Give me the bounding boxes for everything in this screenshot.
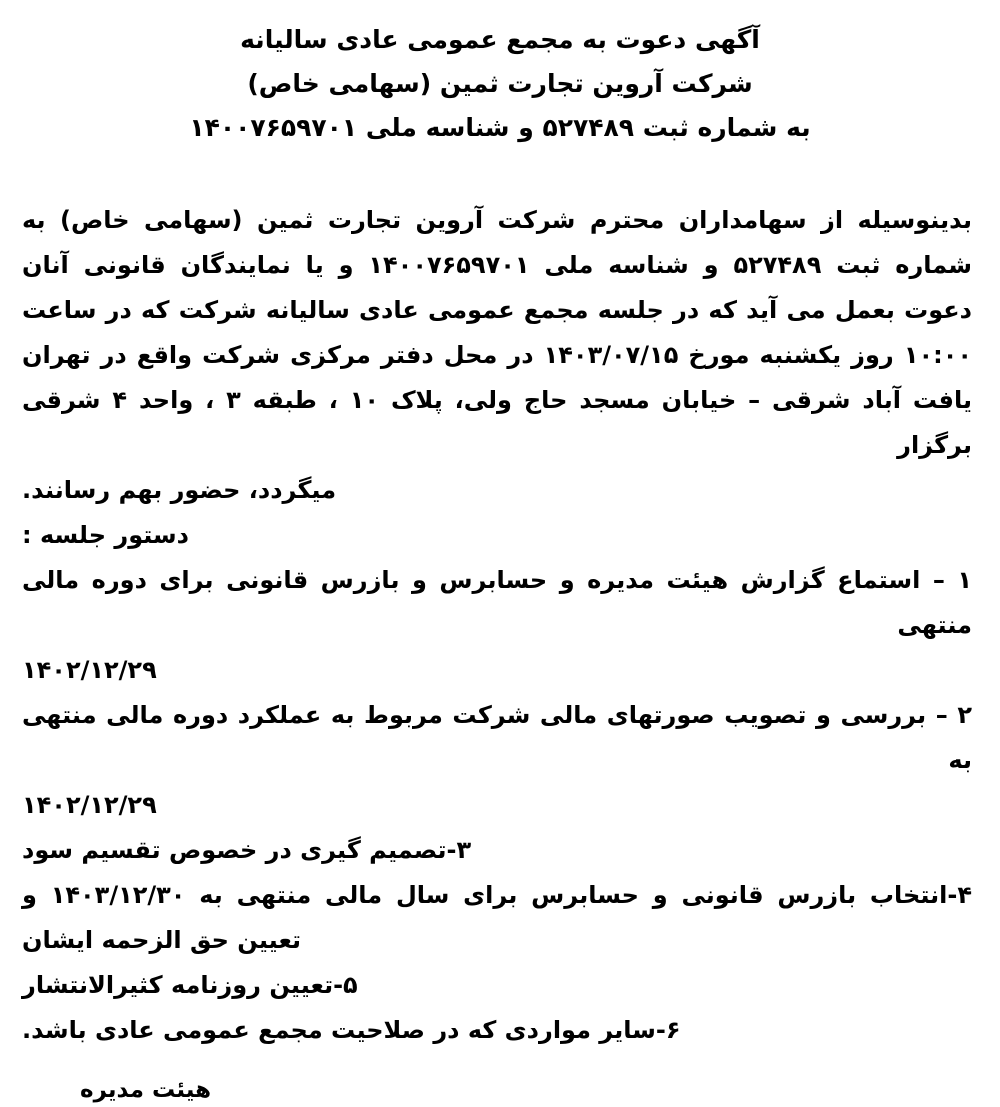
signature-board-of-directors: هیئت مدیره	[80, 1077, 212, 1103]
agenda-list-item	[0, 963, 1000, 1008]
agenda-item-1-date: ۱۴۰۲/۱۲/۲۹	[22, 656, 157, 684]
agenda-list	[0, 558, 1000, 1053]
agenda-item-5-text: ۵-تعیین روزنامه کثیرالانتشار	[22, 971, 358, 999]
agenda-list-item	[0, 693, 1000, 828]
agenda-item-6-text: ۶-سایر مواردی که در صلاحیت مجمع عمومی عادی باشد.	[22, 1016, 681, 1044]
header-title-line-1: آگهی دعوت به مجمع عمومی عادی سالیانه	[240, 25, 760, 54]
agenda-list-item	[0, 828, 1000, 873]
agenda-item-2-date: ۱۴۰۲/۱۲/۲۹	[22, 791, 157, 819]
agenda-list-item	[0, 873, 1000, 963]
signature-area	[0, 1073, 1000, 1107]
agenda-item-1-text: ۱ – استماع گزارش هیئت مدیره و حسابرس و بازرس قانونی برای دوره مالی منتهی	[22, 566, 972, 639]
invitation-paragraph: بدینوسیله از سهامداران محترم شرکت آروین تجارت ثمین (سهامی خاص) به شماره ثبت ۵۲۷۴۸۹ و شناسه ملی ۱۴۰۰۷۶۵۹۷۰۱ و یا نمایندگان قانونی آنان دعوت بعمل می آید که در جلسه مجمع عمومی عادی سالیانه شرکت که در ساعت ۱۰:۰۰ روز یکشنبه مورخ ۱۴۰۳/۰۷/۱۵ در محل دفتر مرکزی شرکت واقع در تهران یافت آباد شرقی – خیابان مسجد حاج ولی، پلاک ۱۰ ، طبقه ۳ ، واحد ۴ شرقی برگزار	[22, 206, 973, 459]
agenda-list-item	[0, 1008, 1000, 1053]
agenda-item-4-text: ۴-انتخاب بازرس قانونی و حسابرس برای سال مالی منتهی به ۱۴۰۳/۱۲/۳۰ و	[22, 881, 972, 909]
document-header	[0, 0, 1000, 150]
header-title-line-2: شرکت آروین تجارت ثمین (سهامی خاص)	[247, 69, 753, 98]
agenda-item-2-text: ۲ – بررسی و تصویب صورتهای مالی شرکت مربوط به عملکرد دوره مالی منتهی به	[22, 701, 972, 774]
invitation-closing-line: میگردد، حضور بهم رسانند.	[22, 476, 337, 504]
header-title-line-3: به شماره ثبت ۵۲۷۴۸۹ و شناسه ملی ۱۴۰۰۷۶۵۹۷۰۱	[189, 113, 811, 142]
agenda-heading: دستور جلسه :	[22, 521, 189, 549]
agenda-list-item	[0, 558, 1000, 693]
body-block	[0, 198, 1000, 468]
agenda-item-3-text: ۳-تصمیم گیری در خصوص تقسیم سود	[22, 836, 472, 864]
agenda-item-4-continuation: تعیین حق الزحمه ایشان	[22, 926, 302, 954]
